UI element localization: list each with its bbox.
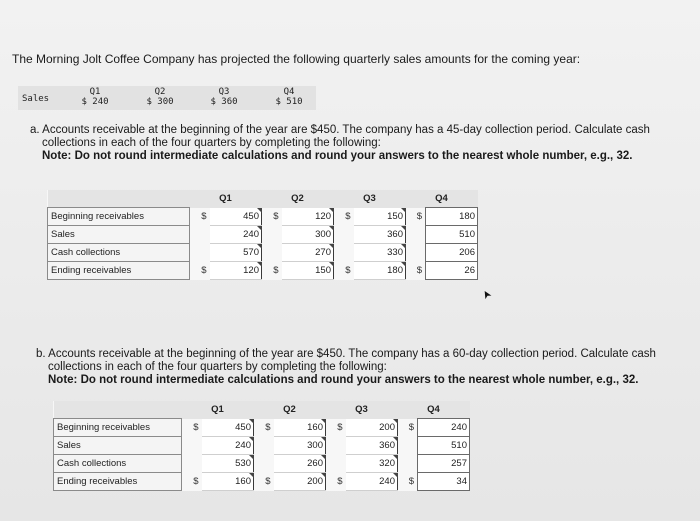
problem-intro: The Morning Jolt Coffee Company has projected the following quarterly sales amounts for the coming year: [12,52,581,66]
currency-symbol: $ [337,422,343,433]
part-a-instructions [30,124,650,163]
sales-q2-amount: $ 300 [146,97,174,107]
row-label: Beginning receivables [48,208,190,226]
answer-cell[interactable]: 330 [354,244,406,262]
currency-symbol: $ [345,211,351,222]
answer-cell[interactable]: 300 [274,437,326,455]
currency-symbol: $ [273,211,279,222]
answer-cell[interactable]: 300 [282,226,334,244]
answer-cell[interactable]: 257 [418,455,470,473]
row-label: Cash collections [54,455,182,473]
table-row [54,455,470,473]
currency-symbol: $ [201,211,207,222]
table-row [48,226,478,244]
table-a-header-row [48,190,478,208]
answer-cell[interactable]: 206 [426,244,478,262]
currency-symbol: $ [408,422,414,433]
answer-cell[interactable]: 360 [354,226,406,244]
table-row [54,437,470,455]
row-label: Cash collections [48,244,190,262]
table-row [48,262,478,280]
answer-cell[interactable]: 450 [210,208,262,226]
answer-cell[interactable]: 320 [346,455,398,473]
sales-q3-header: Q3 [218,87,230,97]
table-a-header-q4: Q4 [406,190,478,208]
row-label: Sales [54,437,182,455]
currency-symbol: $ [265,476,271,487]
currency-symbol: $ [416,211,422,222]
answer-cell[interactable]: 510 [418,437,470,455]
part-a-line1: a. Accounts receivable at the beginning of the year are $450. The company has a 45-day collection period. Calculate cash [30,124,650,136]
currency-symbol: $ [416,265,422,276]
sales-projection-table [18,86,316,110]
table-b-header-q1: Q1 [182,401,254,419]
answer-cell[interactable]: 150 [282,262,334,280]
answer-cell[interactable]: 530 [202,455,254,473]
answer-cell[interactable]: 240 [418,419,470,437]
table-b [53,401,470,491]
row-label: Beginning receivables [54,419,182,437]
currency-symbol: $ [273,265,279,276]
table-a-header-q3: Q3 [334,190,406,208]
sales-row-label: Sales [22,94,50,104]
part-b-line2: collections in each of the four quarters by completing the following: [48,361,387,373]
answer-cell[interactable]: 180 [426,208,478,226]
table-b-header-row [54,401,470,419]
answer-cell[interactable]: 570 [210,244,262,262]
currency-symbol: $ [265,422,271,433]
part-a-note: Note: Do not round intermediate calculations and round your answers to the nearest whole number, e.g., 32. [42,150,633,162]
currency-symbol: $ [337,476,343,487]
table-row [54,419,470,437]
answer-cell[interactable]: 120 [210,262,262,280]
sales-q1-amount: $ 240 [81,97,109,107]
answer-cell[interactable]: 240 [346,473,398,491]
answer-cell[interactable]: 510 [426,226,478,244]
answer-cell[interactable]: 26 [426,262,478,280]
row-label: Sales [48,226,190,244]
answer-cell[interactable]: 120 [282,208,334,226]
sales-q4-amount: $ 510 [275,97,303,107]
sales-q1-header: Q1 [89,87,101,97]
answer-cell[interactable]: 34 [418,473,470,491]
part-a-line2: collections in each of the four quarters by completing the following: [42,137,381,149]
table-b-header-q2: Q2 [254,401,326,419]
table-row [54,473,470,491]
table-a-header-q2: Q2 [262,190,334,208]
table-a-header-q1: Q1 [190,190,262,208]
table-a [47,190,478,280]
currency-symbol: $ [408,476,414,487]
table-row [48,244,478,262]
answer-cell[interactable]: 200 [346,419,398,437]
answer-cell[interactable]: 260 [274,455,326,473]
answer-cell[interactable]: 450 [202,419,254,437]
answer-cell[interactable]: 270 [282,244,334,262]
part-b-instructions [36,348,656,387]
answer-cell[interactable]: 150 [354,208,406,226]
answer-cell[interactable]: 360 [346,437,398,455]
row-label: Ending receivables [48,262,190,280]
part-b-note: Note: Do not round intermediate calculations and round your answers to the nearest whole number, e.g., 32. [48,374,639,386]
table-b-header-q4: Q4 [398,401,470,419]
currency-symbol: $ [193,476,199,487]
currency-symbol: $ [345,265,351,276]
table-b-header-q3: Q3 [326,401,398,419]
answer-cell[interactable]: 160 [202,473,254,491]
currency-symbol: $ [201,265,207,276]
table-row [48,208,478,226]
mouse-cursor-icon: ➤ [479,287,495,302]
answer-cell[interactable]: 200 [274,473,326,491]
currency-symbol: $ [193,422,199,433]
answer-cell[interactable]: 160 [274,419,326,437]
part-b-line1: b. Accounts receivable at the beginning of the year are $450. The company has a 60-day collection period. Calculate cash [36,348,656,360]
answer-cell[interactable]: 180 [354,262,406,280]
answer-cell[interactable]: 240 [210,226,262,244]
row-label: Ending receivables [54,473,182,491]
answer-cell[interactable]: 240 [202,437,254,455]
sales-q2-header: Q2 [154,87,166,97]
sales-q3-amount: $ 360 [210,97,238,107]
sales-q4-header: Q4 [283,87,295,97]
